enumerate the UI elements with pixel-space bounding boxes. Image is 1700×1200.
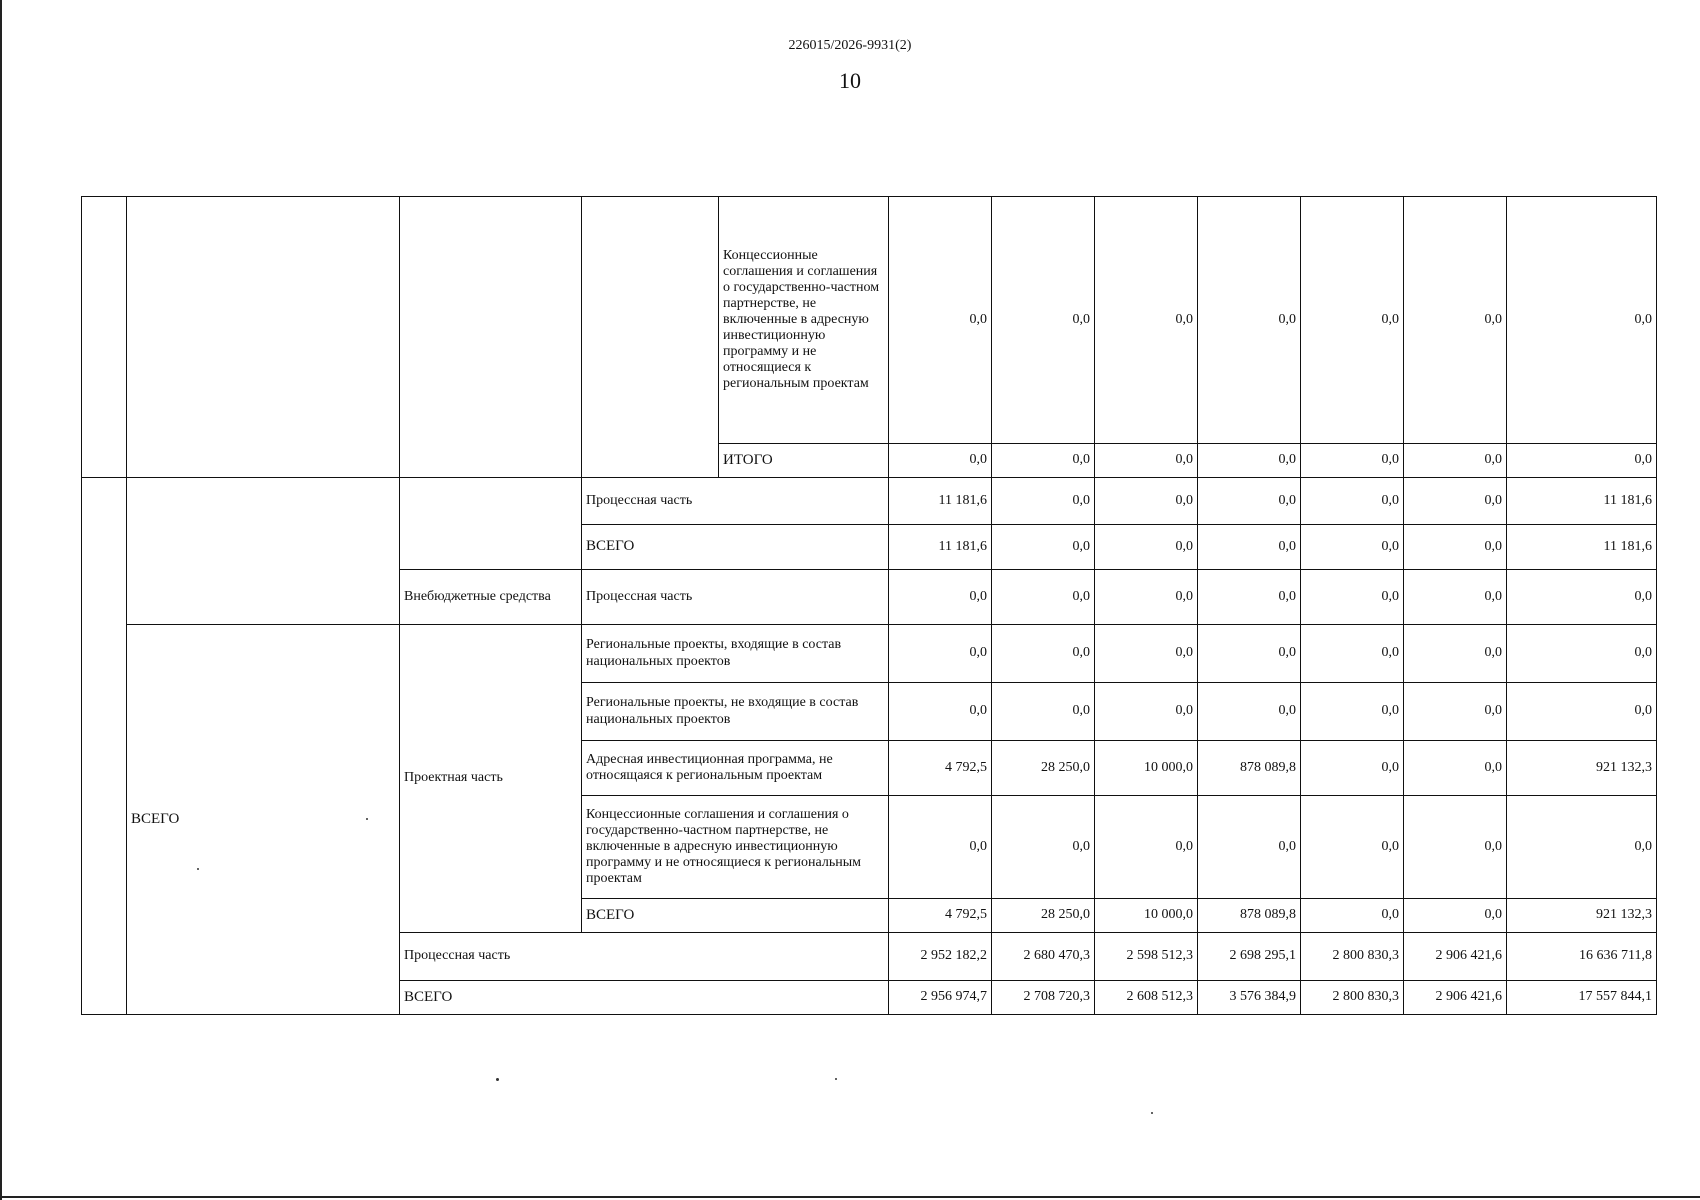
row-label: Процессная часть [582, 570, 889, 625]
source-cell [400, 197, 582, 478]
value-cell: 0,0 [1507, 683, 1657, 741]
scan-speck [197, 868, 199, 870]
page-edge-bottom [0, 1196, 1700, 1198]
value-cell: 0,0 [1404, 570, 1507, 625]
index-cell [82, 197, 127, 478]
value-cell: 0,0 [992, 625, 1095, 683]
value-cell: 0,0 [1301, 525, 1404, 570]
row-label: Концессионные соглашения и соглашения о государственно-частном партнерстве, не включенные в адресную инвестиционную программу и не относящиеся к региональным проектам [582, 796, 889, 899]
value-cell: 2 906 421,6 [1404, 981, 1507, 1015]
value-cell: 0,0 [1301, 796, 1404, 899]
value-cell: 0,0 [1301, 197, 1404, 444]
page-edge-left [0, 0, 2, 1200]
value-cell: 0,0 [889, 625, 992, 683]
value-cell: 0,0 [1301, 899, 1404, 933]
value-cell: 0,0 [1095, 683, 1198, 741]
value-cell: 0,0 [1507, 444, 1657, 478]
value-cell: 0,0 [1095, 625, 1198, 683]
row-label: ВСЕГО [400, 981, 889, 1015]
value-cell: 0,0 [992, 197, 1095, 444]
value-cell: 4 792,5 [889, 741, 992, 796]
project-part-label: Проектная часть [400, 625, 582, 933]
row-label: Процессная часть [400, 933, 889, 981]
value-cell: 0,0 [992, 525, 1095, 570]
value-cell: 16 636 711,8 [1507, 933, 1657, 981]
value-cell: 2 708 720,3 [992, 981, 1095, 1015]
row-label: Процессная часть [582, 478, 889, 525]
value-cell: 2 698 295,1 [1198, 933, 1301, 981]
value-cell: 2 608 512,3 [1095, 981, 1198, 1015]
value-cell: 0,0 [992, 570, 1095, 625]
value-cell: 11 181,6 [889, 525, 992, 570]
budget-table [81, 196, 1657, 1015]
value-cell: 0,0 [1198, 525, 1301, 570]
scan-speck [1151, 1112, 1153, 1114]
value-cell: 11 181,6 [1507, 478, 1657, 525]
value-cell: 0,0 [992, 444, 1095, 478]
name-cell [127, 478, 400, 625]
value-cell: 0,0 [992, 478, 1095, 525]
value-cell: 921 132,3 [1507, 741, 1657, 796]
value-cell: 0,0 [1198, 570, 1301, 625]
value-cell: 2 800 830,3 [1301, 981, 1404, 1015]
value-cell: 0,0 [1404, 741, 1507, 796]
source-cell [400, 478, 582, 570]
value-cell: 0,0 [1301, 683, 1404, 741]
scan-speck [835, 1078, 837, 1080]
value-cell: 0,0 [1198, 478, 1301, 525]
page-number: 10 [839, 68, 861, 93]
row-label: Региональные проекты, не входящие в состав национальных проектов [582, 683, 889, 741]
value-cell: 0,0 [1198, 444, 1301, 478]
table-row [82, 197, 1657, 444]
name-cell [127, 197, 400, 478]
value-cell: 0,0 [1404, 444, 1507, 478]
value-cell: 2 800 830,3 [1301, 933, 1404, 981]
value-cell: 0,0 [992, 796, 1095, 899]
table-row [82, 478, 1657, 525]
value-cell: 0,0 [1404, 478, 1507, 525]
value-cell: 10 000,0 [1095, 899, 1198, 933]
value-cell: 0,0 [1404, 625, 1507, 683]
value-cell: 4 792,5 [889, 899, 992, 933]
value-cell: 0,0 [1198, 683, 1301, 741]
row-label: Региональные проекты, входящие в состав национальных проектов [582, 625, 889, 683]
total-block-label: ВСЕГО [127, 625, 400, 1015]
value-cell: 0,0 [1095, 525, 1198, 570]
value-cell: 28 250,0 [992, 899, 1095, 933]
value-cell: 0,0 [1404, 525, 1507, 570]
value-cell: 2 598 512,3 [1095, 933, 1198, 981]
value-cell: 2 956 974,7 [889, 981, 992, 1015]
table-row [82, 625, 1657, 683]
row-label: ВСЕГО [582, 899, 889, 933]
document-code: 226015/2026-9931(2) [788, 38, 912, 53]
value-cell: 0,0 [1198, 796, 1301, 899]
value-cell: 0,0 [1301, 741, 1404, 796]
value-cell: 0,0 [1095, 478, 1198, 525]
value-cell: 0,0 [889, 570, 992, 625]
part-cell [582, 197, 719, 478]
value-cell: 0,0 [1404, 197, 1507, 444]
value-cell: 0,0 [992, 683, 1095, 741]
row-label: ИТОГО [719, 444, 889, 478]
value-cell: 11 181,6 [889, 478, 992, 525]
value-cell: 3 576 384,9 [1198, 981, 1301, 1015]
value-cell: 0,0 [1404, 899, 1507, 933]
scan-speck [366, 818, 368, 820]
value-cell: 17 557 844,1 [1507, 981, 1657, 1015]
value-cell: 2 906 421,6 [1404, 933, 1507, 981]
value-cell: 0,0 [1301, 478, 1404, 525]
value-cell: 0,0 [1095, 570, 1198, 625]
value-cell: 0,0 [1404, 683, 1507, 741]
value-cell: 0,0 [1198, 625, 1301, 683]
value-cell: 0,0 [1198, 197, 1301, 444]
value-cell: 0,0 [1507, 570, 1657, 625]
value-cell: 0,0 [1095, 796, 1198, 899]
scan-speck [496, 1078, 499, 1081]
value-cell: 878 089,8 [1198, 741, 1301, 796]
value-cell: 0,0 [1301, 570, 1404, 625]
row-label: Концессионные соглашения и соглашения о государственно-частном партнерстве, не включенные в адресную инвестиционную программу и не относящиеся к региональным проектам [719, 197, 889, 444]
value-cell: 0,0 [1301, 444, 1404, 478]
row-label: ВСЕГО [582, 525, 889, 570]
source-label: Внебюджетные средства [400, 570, 582, 625]
value-cell: 10 000,0 [1095, 741, 1198, 796]
value-cell: 0,0 [1095, 444, 1198, 478]
value-cell: 0,0 [889, 796, 992, 899]
value-cell: 0,0 [1404, 796, 1507, 899]
value-cell: 11 181,6 [1507, 525, 1657, 570]
value-cell: 878 089,8 [1198, 899, 1301, 933]
value-cell: 0,0 [1507, 197, 1657, 444]
value-cell: 0,0 [1507, 625, 1657, 683]
value-cell: 0,0 [1507, 796, 1657, 899]
value-cell: 28 250,0 [992, 741, 1095, 796]
value-cell: 921 132,3 [1507, 899, 1657, 933]
value-cell: 0,0 [889, 444, 992, 478]
row-label: Адресная инвестиционная программа, не относящаяся к региональным проектам [582, 741, 889, 796]
value-cell: 2 952 182,2 [889, 933, 992, 981]
value-cell: 0,0 [1095, 197, 1198, 444]
value-cell: 0,0 [889, 197, 992, 444]
value-cell: 0,0 [1301, 625, 1404, 683]
index-cell [82, 478, 127, 1015]
value-cell: 0,0 [889, 683, 992, 741]
value-cell: 2 680 470,3 [992, 933, 1095, 981]
